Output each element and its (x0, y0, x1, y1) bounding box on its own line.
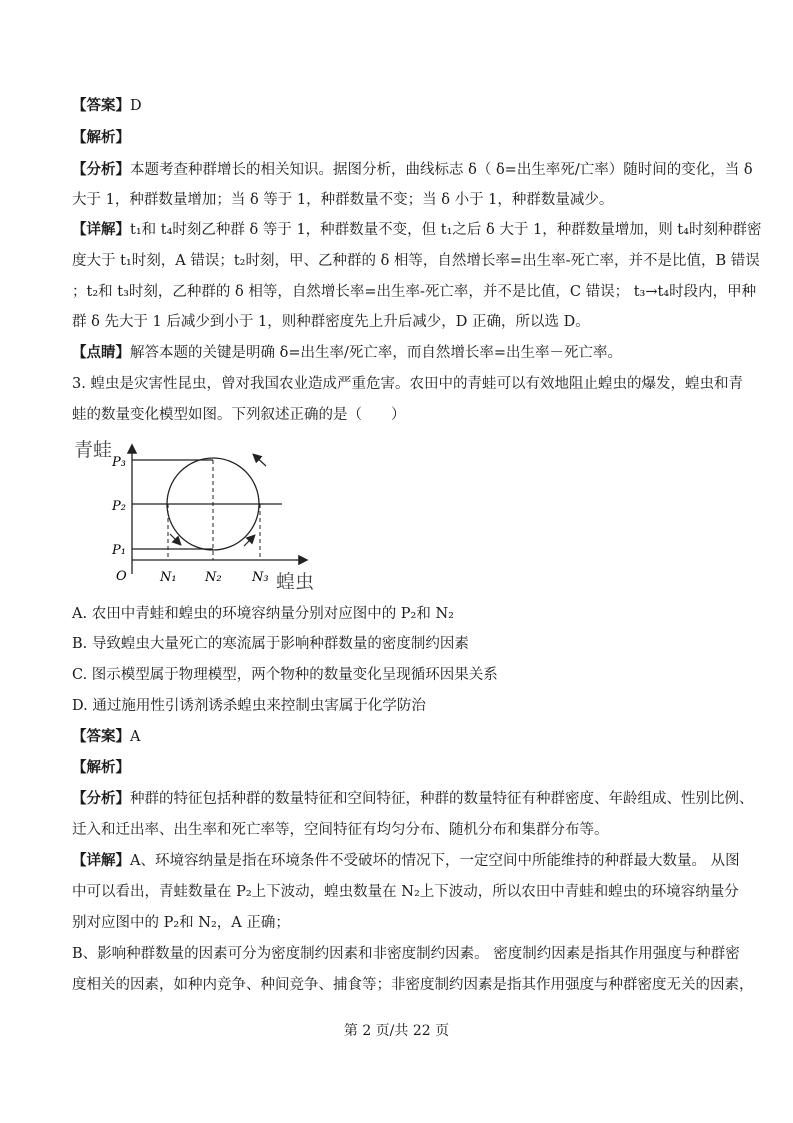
origin-label: O (116, 569, 127, 584)
q3-xiangjie-line-4: B、影响种群数量的因素可分为密度制约因素和非密度制约因素。 密度制约因素是指其作用强度与种群密 (72, 946, 740, 962)
fenxi-text-1: 本题考查种群增长的相关知识。据图分析，曲线标志 δ（ δ=出生率死/亡率）随时间的变化，当 δ (130, 162, 753, 178)
frog-locust-model-figure (70, 436, 320, 596)
n3-label: N₃ (252, 570, 269, 585)
xiangjie-text-1: t₁和 t₄时刻乙种群 δ 等于 1，种群数量不变，但 t₁之后 δ 大于 1，种群数量增加，则 t₄时刻种群密 (130, 222, 762, 238)
q3-xiangjie-line-5: 度相关的因素，如种内竞争、种间竞争、捕食等；非密度制约因素是指其作用强度与种群密度无关的因素， (72, 977, 754, 993)
q3-stem-line-1: 3. 蝗虫是灾害性昆虫，曾对我国农业造成严重危害。农田中的青蛙可以有效地阻止蝗虫的爆发，蝗虫和青 (72, 376, 743, 392)
q3-fenxi-line-2: 迁入和迁出率、出生率和死亡率等，空间特征有均匀分布、随机分布和集群分布等。 (72, 822, 609, 838)
n1-label: N₁ (160, 570, 177, 585)
q3-fenxi-tag: 【分析】 (72, 790, 130, 807)
arrow-bottom-left (170, 534, 180, 544)
dianjing-text: 解答本题的关键是明确 δ=出生率/死亡率，而自然增长率=出生率－死亡率。 (130, 345, 623, 361)
answer-value: D (130, 98, 142, 114)
q3-xiangjie-line-3: 别对应图中的 P₂和 N₂，A 正确； (72, 915, 290, 931)
option-a: A. 农田中青蛙和蝗虫的环境容纳量分别对应图中的 P₂和 N₂ (72, 606, 454, 622)
q3-answer-line (72, 727, 140, 747)
fenxi-line-1 (72, 160, 753, 180)
arrow-top-right (254, 455, 266, 466)
fenxi-line-2: 大于 1，种群数量增加；当 δ 等于 1，种群数量不变；当 δ 小于 1，种群数量减少。 (72, 192, 614, 208)
n2-label: N₂ (205, 570, 222, 585)
xiangjie-line-1 (72, 220, 761, 240)
q3-stem-line-2: 蛙的数量变化模型如图。下列叙述正确的是（ ） (72, 407, 406, 423)
option-d: D. 通过施用性引诱剂诱杀蝗虫来控制虫害属于化学防治 (72, 698, 426, 714)
q3-xiangjie-text-1: A、环境容纳量是指在环境条件不受破坏的情况下，一定空间中所能维持的种群最大数量。 从图 (130, 853, 740, 869)
analysis-label: 【解析】 (72, 129, 130, 146)
p3-label: P₃ (112, 455, 126, 470)
option-b: B. 导致蝗虫大量死亡的寒流属于影响种群数量的密度制约因素 (72, 636, 469, 652)
p1-label: P₁ (112, 543, 126, 558)
page-footer: 第 2 页/共 22 页 (343, 1023, 450, 1039)
q3-fenxi-text-1: 种群的特征包括种群的数量特征和空间特征，种群的数量特征有种群密度、年龄组成、性别比例、 (130, 791, 754, 807)
x-axis-label: 蝗虫 (276, 571, 315, 593)
xiangjie-line-2: 度大于 t₁时刻，A 错误；t₂时刻，甲、乙种群的 δ 相等，自然增长率=出生率-死亡率，并不是比值，B 错误 (72, 253, 760, 269)
q3-xiangjie-tag: 【详解】 (72, 852, 130, 869)
q3-xiangjie-line-2: 中可以看出，青蛙数量在 P₂上下波动，蝗虫数量在 N₂上下波动，所以农田中青蛙和蝗虫的环境容纳量分 (72, 884, 739, 900)
q3-answer-tag: 【答案】 (72, 728, 130, 745)
q3-xiangjie-line-1 (72, 851, 740, 871)
p2-label: P₂ (112, 499, 126, 514)
q3-analysis-label: 【解析】 (72, 759, 130, 776)
y-axis-label: 青蛙 (74, 439, 113, 461)
dianjing-line (72, 343, 622, 363)
option-c: C. 图示模型属于物理模型，两个物种的数量变化呈现循环因果关系 (72, 667, 498, 683)
answer-tag: 【答案】 (72, 97, 130, 114)
fenxi-tag: 【分析】 (72, 161, 130, 178)
xiangjie-line-3: ；t₂和 t₃时刻，乙种群的 δ 相等，自然增长率=出生率-死亡率，并不是比值，C 错误； t₃→t₄时段内，甲种 (72, 284, 757, 300)
answer-line (72, 96, 142, 116)
dianjing-tag: 【点睛】 (72, 344, 130, 361)
arrow-bottom-right (244, 536, 254, 546)
q3-answer-value: A (130, 729, 141, 745)
q3-fenxi-line-1 (72, 789, 754, 809)
xiangjie-tag: 【详解】 (72, 221, 130, 238)
xiangjie-line-4: 群 δ 先大于 1 后减少到小于 1，则种群密度先上升后减少，D 正确，所以选 D。 (72, 314, 590, 330)
